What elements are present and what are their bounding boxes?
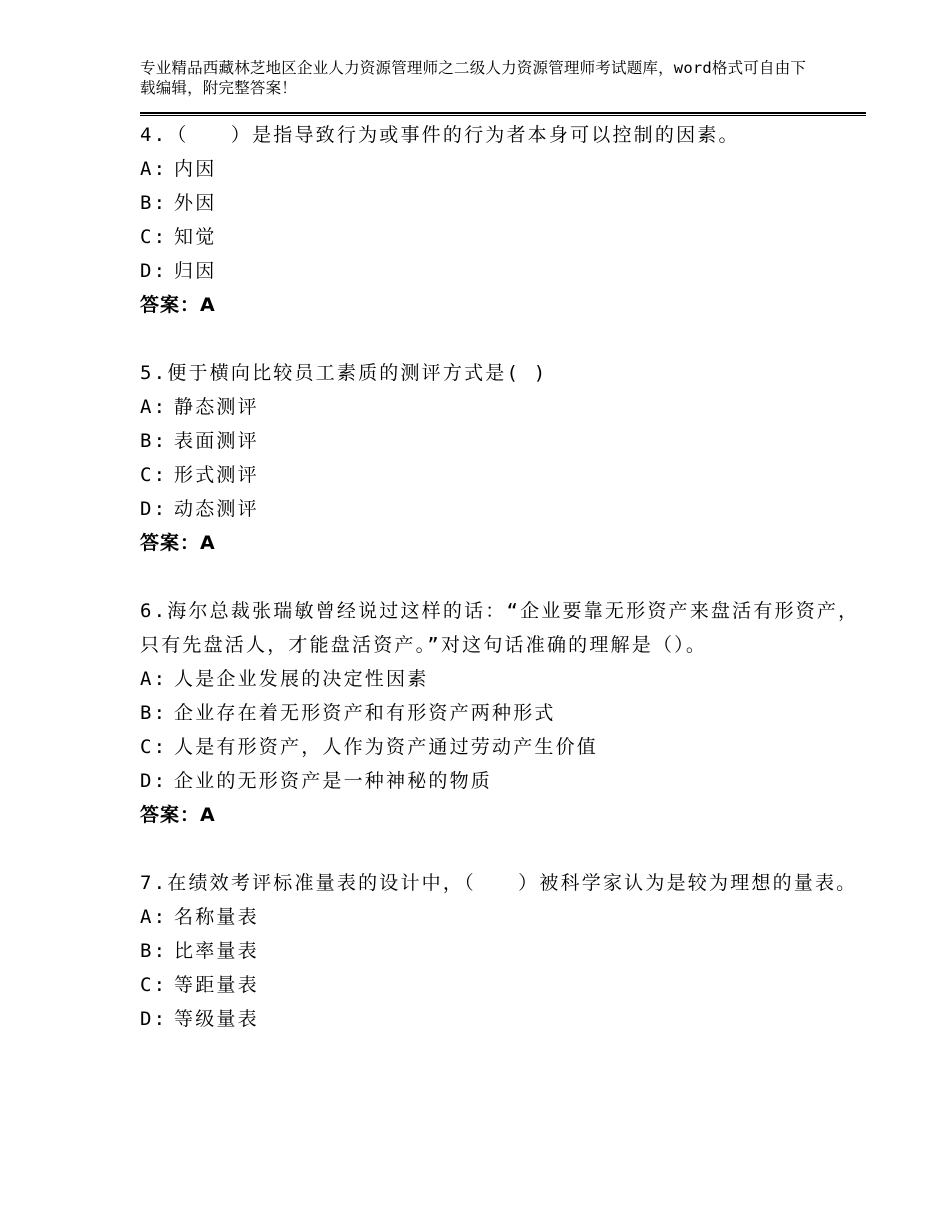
option-label: A: [140,906,168,928]
option-text: 静态测评 [174,396,259,418]
option-d [140,492,866,526]
option-text: 比率量表 [174,940,259,962]
option-text: 表面测评 [174,430,259,452]
option-c [140,220,866,254]
option-label: D: [140,260,168,282]
option-text: 知觉 [174,226,217,248]
option-a [140,390,866,424]
option-a [140,152,866,186]
option-text: 外因 [174,192,217,214]
option-text: 等距量表 [174,974,259,996]
option-text: 内因 [174,158,217,180]
document-page [140,58,866,1036]
option-text: 名称量表 [174,906,259,928]
header-divider [140,112,866,116]
option-b [140,424,866,458]
question-text: 4.（ ）是指导致行为或事件的行为者本身可以控制的因素。 [140,124,740,146]
option-text: 人是企业发展的决定性因素 [174,668,429,690]
answer-line: 答案：A [140,532,216,554]
document-header: 专业精品西藏林芝地区企业人力资源管理师之二级人力资源管理师考试题库，word格式可自由下载编辑，附完整答案！ [140,59,807,97]
option-a [140,662,866,696]
option-text: 动态测评 [174,498,259,520]
option-text: 人是有形资产，人作为资产通过劳动产生价值 [174,736,599,758]
option-text: 企业的无形资产是一种神秘的物质 [174,770,493,792]
option-d [140,254,866,288]
option-label: B: [140,192,168,214]
answer-line: 答案：A [140,294,216,316]
option-label: B: [140,430,168,452]
option-text: 形式测评 [174,464,259,486]
option-b [140,186,866,220]
option-label: C: [140,736,168,758]
question-text: 7.在绩效考评标准量表的设计中，（ ）被科学家认为是较为理想的量表。 [140,872,858,894]
option-text: 企业存在着无形资产和有形资产两种形式 [174,702,556,724]
option-label: D: [140,1008,168,1030]
option-c [140,730,866,764]
option-label: A: [140,668,168,690]
question-block-4 [140,118,866,322]
option-b [140,934,866,968]
option-d [140,1002,866,1036]
option-label: B: [140,940,168,962]
question-block-5 [140,356,866,560]
option-label: D: [140,498,168,520]
option-text: 等级量表 [174,1008,259,1030]
option-label: C: [140,974,168,996]
option-label: A: [140,158,168,180]
option-b [140,696,866,730]
question-text: 6.海尔总裁张瑞敏曾经说过这样的话：“企业要靠无形资产来盘活有形资产，只有先盘活人，才能盘活资产。”对这句话准确的理解是（）。 [140,600,860,656]
question-block-7 [140,866,866,1036]
option-a [140,900,866,934]
option-label: A: [140,396,168,418]
option-c [140,458,866,492]
option-d [140,764,866,798]
option-text: 归因 [174,260,217,282]
question-text: 5.便于横向比较员工素质的测评方式是( ) [140,362,548,384]
option-label: B: [140,702,168,724]
option-c [140,968,866,1002]
option-label: C: [140,464,168,486]
question-block-6 [140,594,866,832]
answer-line: 答案：A [140,804,216,826]
option-label: C: [140,226,168,248]
option-label: D: [140,770,168,792]
